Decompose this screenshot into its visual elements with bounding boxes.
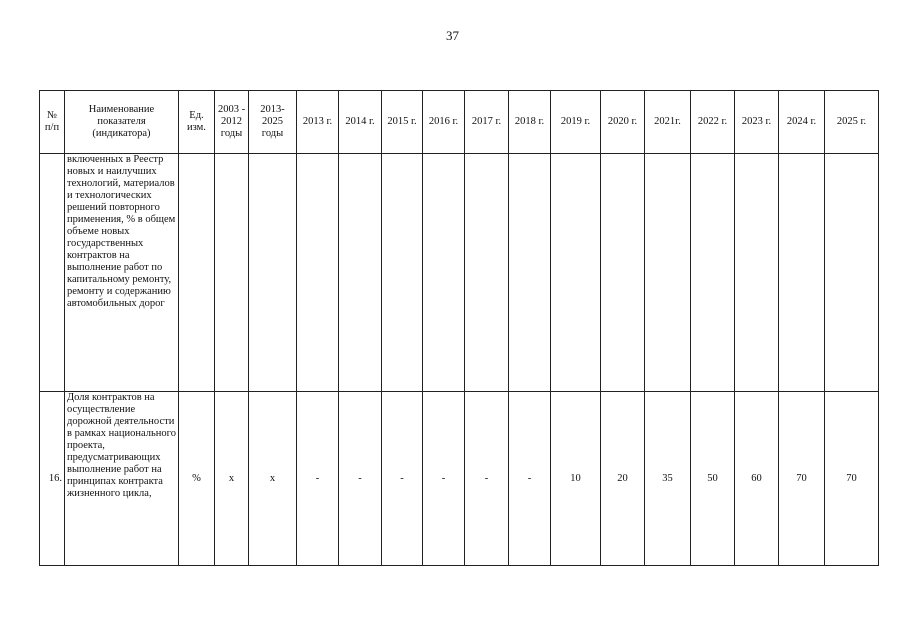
page-number: 37 (446, 28, 459, 43)
header-year: 2017 г. (465, 91, 509, 154)
year-value: 60 (735, 392, 779, 566)
year-value: 10 (551, 392, 601, 566)
year-value (551, 154, 601, 392)
program-period-cell (249, 154, 297, 392)
year-value (423, 154, 465, 392)
header-year: 2024 г. (779, 91, 825, 154)
year-value (465, 154, 509, 392)
year-value (779, 154, 825, 392)
year-value (825, 154, 879, 392)
row-number: 16. (40, 392, 65, 566)
header-year: 2023 г. (735, 91, 779, 154)
indicator-name: Доля контрактов на осуществление дорожной деятельности в рамках национального проекта, предусматривающих выполнение работ на принципах контракта жизненного цикла, (65, 392, 179, 566)
program-period-cell: x (249, 392, 297, 566)
year-value: 20 (601, 392, 645, 566)
table-row (40, 154, 879, 392)
year-value: 35 (645, 392, 691, 566)
year-value: - (339, 392, 382, 566)
year-value: - (509, 392, 551, 566)
header-name: Наименование показателя (индикатора) (65, 91, 179, 154)
header-year: 2013 г. (297, 91, 339, 154)
year-value (509, 154, 551, 392)
year-value: 70 (825, 392, 879, 566)
year-value (382, 154, 423, 392)
year-value: 50 (691, 392, 735, 566)
year-value: - (423, 392, 465, 566)
year-value: - (297, 392, 339, 566)
header-year: 2025 г. (825, 91, 879, 154)
year-value (691, 154, 735, 392)
unit-cell: % (179, 392, 215, 566)
base-period-cell (215, 154, 249, 392)
header-year: 2019 г. (551, 91, 601, 154)
header-year: 2021г. (645, 91, 691, 154)
indicators-table (39, 90, 879, 566)
header-program-period: 2013-2025 годы (249, 91, 297, 154)
year-value (645, 154, 691, 392)
header-year: 2018 г. (509, 91, 551, 154)
header-num: № п/п (40, 91, 65, 154)
year-value: 70 (779, 392, 825, 566)
header-base-period: 2003 - 2012 годы (215, 91, 249, 154)
header-year: 2022 г. (691, 91, 735, 154)
row-number (40, 154, 65, 392)
year-value (297, 154, 339, 392)
indicator-name: включенных в Реестр новых и наилучших технологий, материалов и технологических решений повторного применения, % в общем объеме новых государственных контрактов на выполнение работ по капитальному ремонту, ремонту и содержанию автомобильных дорог (65, 154, 179, 392)
year-value (735, 154, 779, 392)
header-year: 2015 г. (382, 91, 423, 154)
year-value: - (465, 392, 509, 566)
header-unit: Ед. изм. (179, 91, 215, 154)
unit-cell (179, 154, 215, 392)
header-year: 2014 г. (339, 91, 382, 154)
table-row (40, 392, 879, 566)
header-row (40, 91, 879, 154)
base-period-cell: x (215, 392, 249, 566)
year-value (339, 154, 382, 392)
year-value (601, 154, 645, 392)
header-year: 2016 г. (423, 91, 465, 154)
year-value: - (382, 392, 423, 566)
header-year: 2020 г. (601, 91, 645, 154)
